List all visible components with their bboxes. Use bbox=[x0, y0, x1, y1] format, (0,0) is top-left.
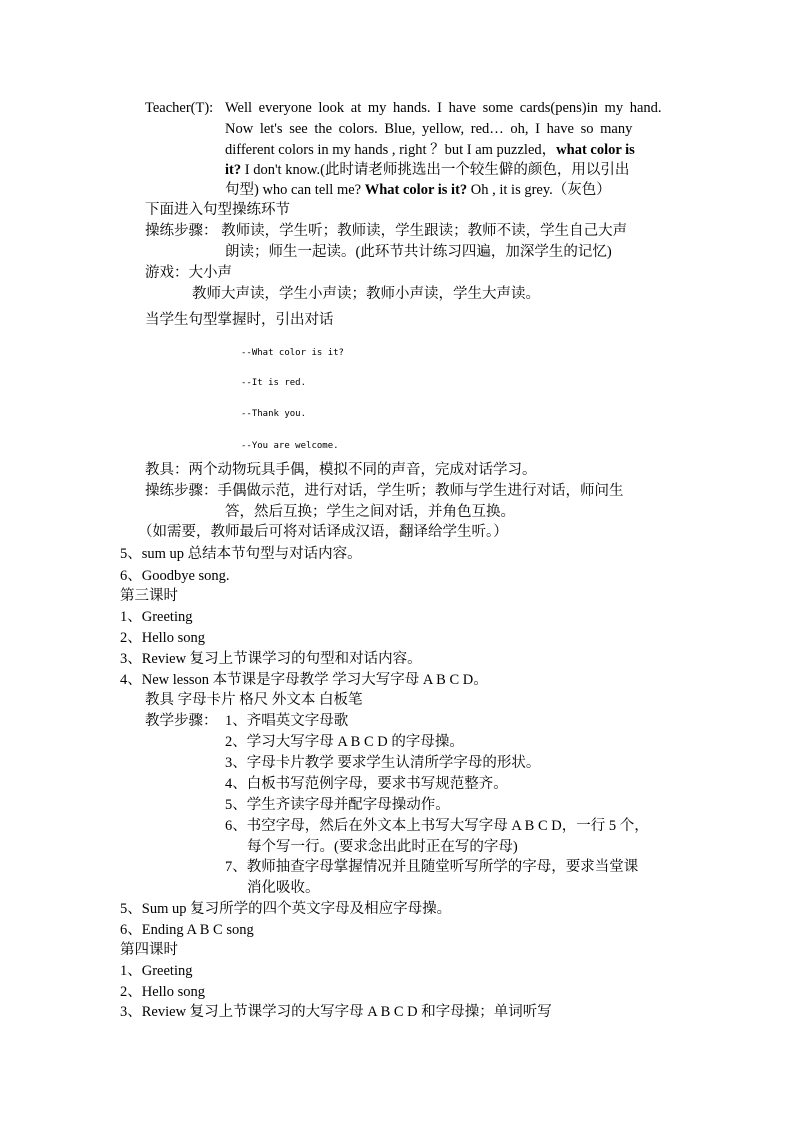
lesson3-item-5: 5、Sum up 复习所学的四个英文字母及相应字母操。 bbox=[120, 901, 452, 917]
practice-note: （如需要，教师最后可将对话译成汉语，翻译给学生听。） bbox=[138, 524, 508, 540]
teacher-line-3-bold: what color is bbox=[556, 142, 635, 158]
lesson3-item-3: 3、Review 复习上节课学习的句型和对话内容。 bbox=[120, 651, 422, 667]
lesson3-step-6a: 6、书空字母，然后在外文本上书写大写字母 A B C D，一行 5 个， bbox=[225, 818, 649, 834]
teacher-line-5b: Oh , it is grey.（灰色） bbox=[467, 182, 611, 198]
lesson3-step-1: 1、齐唱英文字母歌 bbox=[225, 713, 349, 729]
dialogue-intro: 当学生句型掌握时，引出对话 bbox=[145, 312, 334, 328]
teacher-line-4-bold: it? bbox=[225, 162, 242, 178]
lesson3-props: 教具 字母卡片 格尺 外文本 白板笔 bbox=[145, 692, 363, 708]
lesson3-steps-label: 教学步骤： bbox=[145, 713, 218, 729]
goodbye-item: 6、Goodbye song. bbox=[120, 568, 230, 584]
teacher-label: Teacher(T): bbox=[145, 100, 214, 116]
dialogue-line-3: --Thank you. bbox=[241, 409, 307, 419]
lesson4-title: 第四课时 bbox=[120, 942, 178, 958]
game-label: 游戏：大小声 bbox=[145, 265, 232, 281]
lesson4-item-2: 2、Hello song bbox=[120, 984, 205, 1000]
lesson3-step-7b: 消化吸收。 bbox=[247, 880, 320, 896]
teacher-line-4 bbox=[225, 160, 629, 180]
dialogue-line-1: --What color is it? bbox=[241, 348, 344, 358]
teacher-line-2: Now let's see the colors. Blue, yellow, red… oh, I have so many bbox=[225, 121, 633, 137]
lesson3-title: 第三课时 bbox=[120, 588, 178, 604]
lesson3-step-5: 5、学生齐读字母并配字母操动作。 bbox=[225, 797, 450, 813]
lesson3-item-2: 2、Hello song bbox=[120, 630, 205, 646]
teacher-line-5-bold: What color is it? bbox=[364, 182, 468, 198]
sum-up-item: 5、sum up 总结本节句型与对话内容。 bbox=[120, 546, 362, 562]
lesson3-step-4: 4、白板书写范例字母，要求书写规范整齐。 bbox=[225, 776, 508, 792]
practice-steps-2: 答，然后互换；学生之间对话，并角色互换。 bbox=[225, 504, 515, 520]
lesson3-item-1: 1、Greeting bbox=[120, 609, 193, 625]
drill-heading: 下面进入句型操练环节 bbox=[145, 202, 290, 218]
game-description: 教师大声读，学生小声读；教师小声读，学生大声读。 bbox=[192, 286, 540, 302]
lesson3-step-6b: 每个写一行。(要求念出此时正在写的字母) bbox=[247, 839, 518, 855]
teacher-line-5a: 句型) who can tell me? bbox=[225, 182, 365, 198]
dialogue-line-2: --It is red. bbox=[241, 378, 307, 388]
lesson3-step-2: 2、学习大写字母 A B C D 的字母操。 bbox=[225, 734, 464, 750]
drill-steps-2: 朗读；师生一起读。(此环节共计练习四遍，加深学生的记忆) bbox=[225, 244, 612, 260]
drill-steps-1: 操练步骤： 教师读，学生听；教师读，学生跟读；教师不读，学生自己大声 bbox=[145, 223, 628, 239]
lesson3-step-7a: 7、教师抽查字母掌握情况并且随堂听写所学的字母，要求当堂课 bbox=[225, 859, 639, 875]
practice-props: 教具：两个动物玩具手偶，模拟不同的声音，完成对话学习。 bbox=[145, 462, 537, 478]
teacher-line-5 bbox=[225, 180, 611, 200]
teacher-line-3-text: different colors in my hands , right ？but I am puzzled， bbox=[225, 142, 557, 158]
practice-steps-1: 操练步骤：手偶做示范，进行对话，学生听；教师与学生进行对话，师问生 bbox=[145, 483, 624, 499]
dialogue-line-4: --You are welcome. bbox=[241, 441, 339, 451]
teacher-line-4-text: I don't know.(此时请老师挑选出一个较生僻的颜色，用以引出 bbox=[241, 162, 630, 178]
lesson3-item-4: 4、New lesson 本节课是字母教学 学习大写字母 A B C D。 bbox=[120, 672, 488, 688]
lesson4-item-1: 1、Greeting bbox=[120, 963, 193, 979]
lesson3-item-6: 6、Ending A B C song bbox=[120, 922, 254, 938]
teacher-line-1: Well everyone look at my hands. I have some cards(pens)in my hand. bbox=[225, 100, 662, 116]
teacher-line-3 bbox=[225, 140, 635, 160]
lesson3-step-3: 3、字母卡片教学 要求学生认清所学字母的形状。 bbox=[225, 755, 541, 771]
lesson4-item-3: 3、Review 复习上节课学习的大写字母 A B C D 和字母操；单词听写 bbox=[120, 1004, 552, 1020]
